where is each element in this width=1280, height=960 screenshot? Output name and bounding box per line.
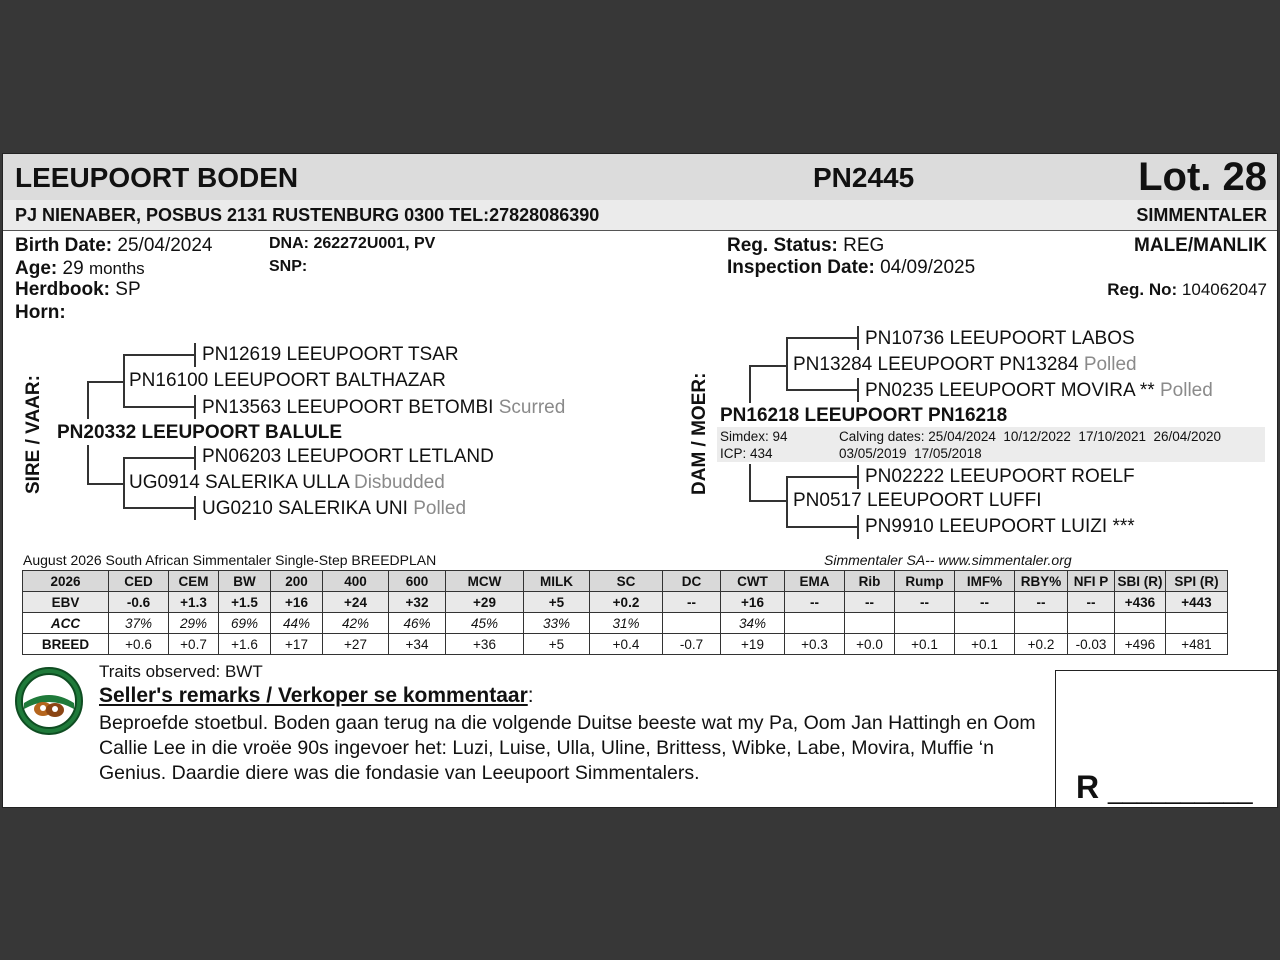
ebv-cell: 29% xyxy=(169,613,219,634)
simmentaler-sa-logo-icon xyxy=(15,667,83,735)
ebv-cell: +0.3 xyxy=(785,634,845,655)
pedigree-line xyxy=(857,465,859,489)
pedigree-line xyxy=(123,507,195,509)
sex: MALE/MANLIK xyxy=(1134,235,1267,256)
ebv-table xyxy=(22,570,1228,655)
ebv-col-header: SPI (R) xyxy=(1166,571,1228,592)
ebv-col-header: MCW xyxy=(446,571,524,592)
pedigree-line xyxy=(857,378,859,402)
sire-dam: UG0914 SALERIKA ULLA Disbudded xyxy=(129,472,445,493)
ebv-col-header: DC xyxy=(663,571,721,592)
ebv-col-header: 200 xyxy=(271,571,323,592)
dam-dam: PN0517 LEEUPOORT LUFFI xyxy=(793,490,1042,511)
ebv-cell: 33% xyxy=(524,613,590,634)
pedigree-line xyxy=(749,464,751,502)
ebv-cell: +19 xyxy=(721,634,785,655)
animal-name: LEEUPOORT BODEN xyxy=(15,162,299,193)
pedigree-line xyxy=(194,395,196,419)
acc-row xyxy=(23,613,1228,634)
dam-name: PN16218 LEEUPOORT PN16218 xyxy=(720,405,1008,426)
sire-sire-sire: PN12619 LEEUPOORT TSAR xyxy=(202,344,459,365)
dam-sire-sire: PN10736 LEEUPOORT LABOS xyxy=(865,328,1135,349)
ebv-cell xyxy=(1068,613,1115,634)
logo-graphic xyxy=(17,669,81,733)
ebv-col-header: 400 xyxy=(323,571,389,592)
ebv-row xyxy=(23,592,1228,613)
pedigree-line xyxy=(786,476,788,528)
pedigree-line xyxy=(87,381,123,383)
sire-side-label: SIRE / VAAR: xyxy=(23,375,44,494)
ebv-col-header: MILK xyxy=(524,571,590,592)
ebv-cell: +16 xyxy=(271,592,323,613)
ebv-col-header: SBI (R) xyxy=(1115,571,1166,592)
ebv-cell: 46% xyxy=(389,613,446,634)
reg-no: Reg. No: 104062047 xyxy=(1107,280,1267,299)
reg-status: Reg. Status: REG xyxy=(727,235,885,256)
ebv-col-header: 600 xyxy=(389,571,446,592)
sire-dam-dam: UG0210 SALERIKA UNI Polled xyxy=(202,498,467,519)
pedigree-line xyxy=(786,337,858,339)
ebv-cell: -0.6 xyxy=(109,592,169,613)
pedigree-line xyxy=(786,389,858,391)
price-currency: R xyxy=(1076,769,1100,805)
ebv-cell: +0.4 xyxy=(590,634,663,655)
age: Age: 29 months xyxy=(15,258,145,279)
dam-sire-dam: PN0235 LEEUPOORT MOVIRA ** Polled xyxy=(865,380,1213,401)
ebv-col-header: NFI P xyxy=(1068,571,1115,592)
ebv-cell xyxy=(785,613,845,634)
ebv-col-header: Rump xyxy=(895,571,955,592)
ebv-cell xyxy=(1166,613,1228,634)
pedigree-line xyxy=(123,457,195,459)
dam-sire: PN13284 LEEUPOORT PN13284 Polled xyxy=(793,354,1137,375)
ebv-cell: +0.1 xyxy=(955,634,1015,655)
pedigree-line xyxy=(123,457,125,509)
header-band xyxy=(3,154,1277,201)
pedigree-line xyxy=(87,483,123,485)
dam-dam-dam: PN9910 LEEUPOORT LUIZI *** xyxy=(865,516,1135,537)
dam-icp: ICP: 434 xyxy=(720,446,773,461)
pedigree-line xyxy=(194,446,196,470)
price-blank-line: __________ xyxy=(1108,775,1253,805)
remarks-text: Beproefde stoetbul. Boden gaan terug na die volgende Duitse beeste wat my Pa, Oom Jan Hattingh en Oom Callie Lee in die vroëe 90s ingevoer het: Luzi, Luise, Ulla, Uline, Brittess, Wibke, Labe, Movira, Muffie ‘n Genius. Daardie diere was die fondasie van Leeupoort Simmentalers. xyxy=(99,712,1036,784)
ebv-cell xyxy=(895,613,955,634)
pedigree-line xyxy=(749,365,751,403)
ebv-cell: +5 xyxy=(524,634,590,655)
pedigree-line xyxy=(749,500,786,502)
ebv-cell: +24 xyxy=(323,592,389,613)
ebv-cell: +0.2 xyxy=(1015,634,1068,655)
traits-observed: Traits observed: BWT xyxy=(99,662,263,681)
pedigree-line xyxy=(786,337,788,391)
pedigree-line xyxy=(857,326,859,350)
ebv-cell: +481 xyxy=(1166,634,1228,655)
lot-number: Lot. 28 xyxy=(1138,155,1267,199)
ebv-cell: 44% xyxy=(271,613,323,634)
remarks-title: Seller's remarks / Verkoper se kommentaar: xyxy=(99,684,534,707)
ebv-cell: -- xyxy=(895,592,955,613)
ebv-cell: +1.3 xyxy=(169,592,219,613)
ebv-cell: -- xyxy=(785,592,845,613)
ebv-cell: 42% xyxy=(323,613,389,634)
breeder-contact: PJ NIENABER, POSBUS 2131 RUSTENBURG 0300 TEL:27828086390 xyxy=(15,205,600,225)
sire-name: PN20332 LEEUPOORT BALULE xyxy=(57,422,343,443)
pedigree-line xyxy=(123,354,195,356)
ebv-cell: +29 xyxy=(446,592,524,613)
dna-info: DNA: 262272U001, PV xyxy=(269,235,436,252)
ebv-cell: -0.7 xyxy=(663,634,721,655)
ebv-cell: 45% xyxy=(446,613,524,634)
ebv-col-header: CED xyxy=(109,571,169,592)
birth-date: Birth Date: 25/04/2024 xyxy=(15,235,213,256)
lot-card xyxy=(2,153,1278,808)
ebv-cell: +1.6 xyxy=(219,634,271,655)
ebv-cell: +0.6 xyxy=(109,634,169,655)
pedigree-line xyxy=(749,365,786,367)
ebv-cell: +436 xyxy=(1115,592,1166,613)
pedigree-line xyxy=(857,515,859,539)
pedigree-line xyxy=(87,445,89,485)
ebv-cell: +27 xyxy=(323,634,389,655)
breed-name: SIMMENTALER xyxy=(1136,205,1267,225)
price-box xyxy=(1055,670,1278,808)
ebv-cell: +443 xyxy=(1166,592,1228,613)
ebv-cell: 34% xyxy=(721,613,785,634)
ebv-cell: +34 xyxy=(389,634,446,655)
ebv-col-header: CWT xyxy=(721,571,785,592)
inspection-date: Inspection Date: 04/09/2025 xyxy=(727,257,976,278)
ebv-col-header: 2026 xyxy=(23,571,109,592)
pedigree-line xyxy=(194,343,196,367)
ebv-cell: +32 xyxy=(389,592,446,613)
dam-calving-dates: Calving dates: 25/04/2024 10/12/2022 17/10/2021 26/04/2020 xyxy=(839,429,1222,444)
ebv-cell: -- xyxy=(955,592,1015,613)
ebv-col-header: SC xyxy=(590,571,663,592)
ebv-cell xyxy=(955,613,1015,634)
ebv-cell: -- xyxy=(1068,592,1115,613)
ebv-cell: -- xyxy=(663,592,721,613)
ebv-row-label: EBV xyxy=(23,592,109,613)
dam-side-label: DAM / MOER: xyxy=(689,372,710,495)
pedigree-line xyxy=(123,354,125,408)
ebv-col-header: EMA xyxy=(785,571,845,592)
ebv-row-label: BREED xyxy=(23,634,109,655)
ebv-cell: +0.1 xyxy=(895,634,955,655)
snp-label: SNP: xyxy=(269,258,308,275)
herdbook: Herdbook: SP xyxy=(15,279,141,300)
pedigree-line xyxy=(786,476,858,478)
ebv-cell: +5 xyxy=(524,592,590,613)
ebv-cell: +0.7 xyxy=(169,634,219,655)
pedigree-line xyxy=(87,381,89,419)
ebv-cell: +36 xyxy=(446,634,524,655)
ebv-cell: +0.0 xyxy=(845,634,895,655)
ebv-header-row xyxy=(23,571,1228,592)
ebv-cell: -0.03 xyxy=(1068,634,1115,655)
sire-sire-dam: PN13563 LEEUPOORT BETOMBI Scurred xyxy=(202,397,566,418)
breed-avg-row xyxy=(23,634,1228,655)
ebv-cell: -- xyxy=(845,592,895,613)
breedplan-caption: August 2026 South African Simmentaler Single-Step BREEDPLAN xyxy=(23,552,437,568)
ebv-col-header: BW xyxy=(219,571,271,592)
ebv-cell xyxy=(663,613,721,634)
dam-calving-dates-cont: 03/05/2019 17/05/2018 xyxy=(839,446,982,461)
pedigree-line xyxy=(786,526,858,528)
breeder-band xyxy=(3,200,1277,231)
ebv-col-header: RBY% xyxy=(1015,571,1068,592)
ebv-cell: 37% xyxy=(109,613,169,634)
ebv-cell: +17 xyxy=(271,634,323,655)
horn-label: Horn: xyxy=(15,302,66,323)
ebv-cell: +496 xyxy=(1115,634,1166,655)
ebv-cell: 31% xyxy=(590,613,663,634)
ebv-cell xyxy=(845,613,895,634)
ebv-cell: +0.2 xyxy=(590,592,663,613)
ebv-cell: 69% xyxy=(219,613,271,634)
sire-sire: PN16100 LEEUPOORT BALTHAZAR xyxy=(129,370,446,391)
dam-dam-sire: PN02222 LEEUPOORT ROELF xyxy=(865,466,1135,487)
ebv-row-label: ACC xyxy=(23,613,109,634)
dam-simdex: Simdex: 94 xyxy=(720,429,788,444)
ebv-cell xyxy=(1115,613,1166,634)
ebv-cell: -- xyxy=(1015,592,1068,613)
ebv-cell xyxy=(1015,613,1068,634)
animal-reg-id: PN2445 xyxy=(813,162,915,193)
breedplan-website: Simmentaler SA-- www.simmentaler.org xyxy=(824,552,1072,568)
ebv-col-header: IMF% xyxy=(955,571,1015,592)
pedigree-line xyxy=(194,496,196,520)
ebv-col-header: CEM xyxy=(169,571,219,592)
sire-dam-sire: PN06203 LEEUPOORT LETLAND xyxy=(202,446,494,467)
pedigree-line xyxy=(123,406,195,408)
ebv-cell: +1.5 xyxy=(219,592,271,613)
ebv-cell: +16 xyxy=(721,592,785,613)
ebv-col-header: Rib xyxy=(845,571,895,592)
